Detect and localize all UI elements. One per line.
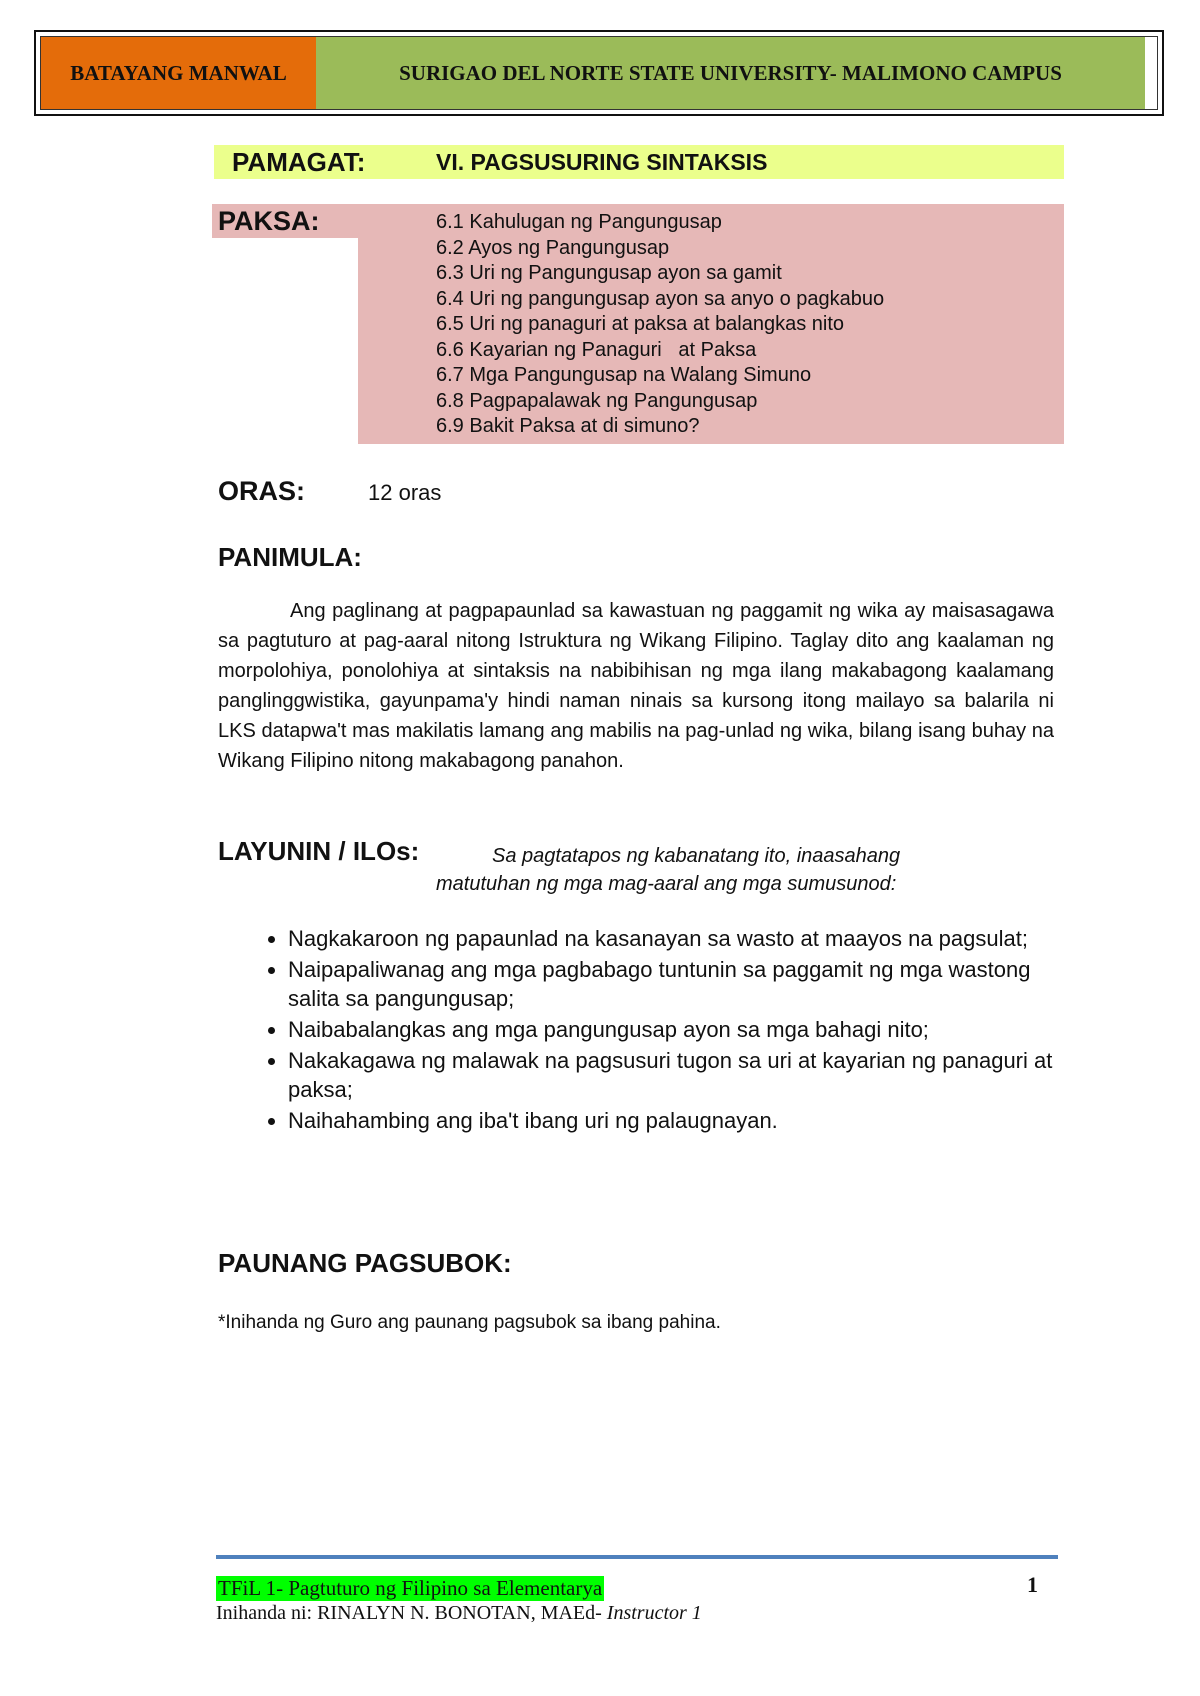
layunin-objectives-list	[252, 924, 1078, 1137]
header-university-name: SURIGAO DEL NORTE STATE UNIVERSITY- MALIMONO CAMPUS	[316, 37, 1145, 109]
footer-course-title: TFiL 1- Pagtuturo ng Filipino sa Elementarya	[218, 1576, 603, 1600]
layunin-heading: LAYUNIN / ILOs:	[218, 836, 420, 866]
pamagat-title: VI. PAGSUSURING SINTAKSIS	[436, 149, 768, 175]
paksa-topic: 6.3 Uri ng Pangungusap ayon sa gamit	[436, 262, 782, 284]
paksa-topic: 6.8 Pagpapalawak ng Pangungusap	[436, 389, 758, 412]
oras-label: ORAS:	[218, 476, 305, 506]
layunin-objective: • Naipapaliwanag ang mga pagbabago tuntunin sa paggamit ng mga wastong salita sa pangungusap;	[288, 955, 1078, 1013]
paunang-pagsubok-note: *Inihanda ng Guro ang paunang pagsubok sa ibang pahina.	[218, 1312, 721, 1333]
paksa-topic: 6.6 Kayarian ng Panaguri at Paksa	[436, 338, 757, 361]
layunin-intro-line: Sa pagtatapos ng kabanatang ito, inaasahang	[492, 845, 901, 867]
paksa-topic: 6.5 Uri ng panaguri at paksa at balangkas nito	[436, 313, 845, 335]
header-manual-label: BATAYANG MANWAL	[41, 37, 316, 109]
layunin-objective: • Naihahambing ang iba't ibang uri ng palaugnayan.	[288, 1106, 1078, 1135]
paksa-topic: 6.2 Ayos ng Pangungusap	[436, 236, 670, 259]
footer-author-name: Inihanda ni: RINALYN N. BONOTAN, MAEd-	[216, 1602, 602, 1624]
footer-author-role: Instructor 1	[606, 1602, 702, 1624]
footer-divider	[216, 1555, 1058, 1559]
oras-value: 12 oras	[368, 480, 442, 505]
layunin-objective: • Nagkakaroon ng papaunlad na kasanayan sa wasto at maayos na pagsulat;	[288, 924, 1078, 953]
pamagat-label: PAMAGAT:	[232, 147, 366, 177]
layunin-intro	[436, 842, 996, 898]
paksa-topic: 6.1 Kahulugan ng Pangungusap	[436, 211, 722, 233]
layunin-objective: • Naibabalangkas ang mga pangungusap ayon sa mga bahagi nito;	[288, 1015, 1078, 1044]
header-banner	[40, 36, 1158, 110]
layunin-objective: • Nakakagawa ng malawak na pagsusuri tugon sa uri at kayarian ng panaguri at paksa;	[288, 1046, 1078, 1104]
paksa-topic: 6.4 Uri ng pangungusap ayon sa anyo o pagkabuo	[436, 287, 885, 310]
paksa-topic-list	[436, 210, 884, 440]
layunin-intro-line: matutuhan ng mga mag-aaral ang mga sumusunod:	[436, 873, 897, 895]
footer-author	[216, 1602, 702, 1625]
paksa-label: PAKSA:	[218, 206, 320, 236]
panimula-paragraph: Ang paglinang at pagpapaunlad sa kawastuan ng paggamit ng wika ay maisasagawa sa pagtuturo at pag-aaral nitong Istruktura ng Wikang Filipino. Taglay dito ang kaalaman ng morpolohiya, ponolohiya at sintaksis na nabibihisan ng mga ilang makabagong kaalamang panglinggwistika, gayunpama'y hindi naman ninais sa kursong itong mailayo sa balarila ni LKS datapwa't mas makilatis lamang ang mabilis na pag-unlad ng wika, bilang isang buhay na Wikang Filipino nitong makabagong panahon.	[218, 600, 1054, 772]
paksa-topic: 6.9 Bakit Paksa at di simuno?	[436, 415, 700, 437]
page-number: 1	[1027, 1572, 1038, 1597]
panimula-heading: PANIMULA:	[218, 542, 362, 572]
paksa-topic: 6.7 Mga Pangungusap na Walang Simuno	[436, 364, 812, 386]
paunang-pagsubok-heading: PAUNANG PAGSUBOK:	[218, 1248, 512, 1278]
